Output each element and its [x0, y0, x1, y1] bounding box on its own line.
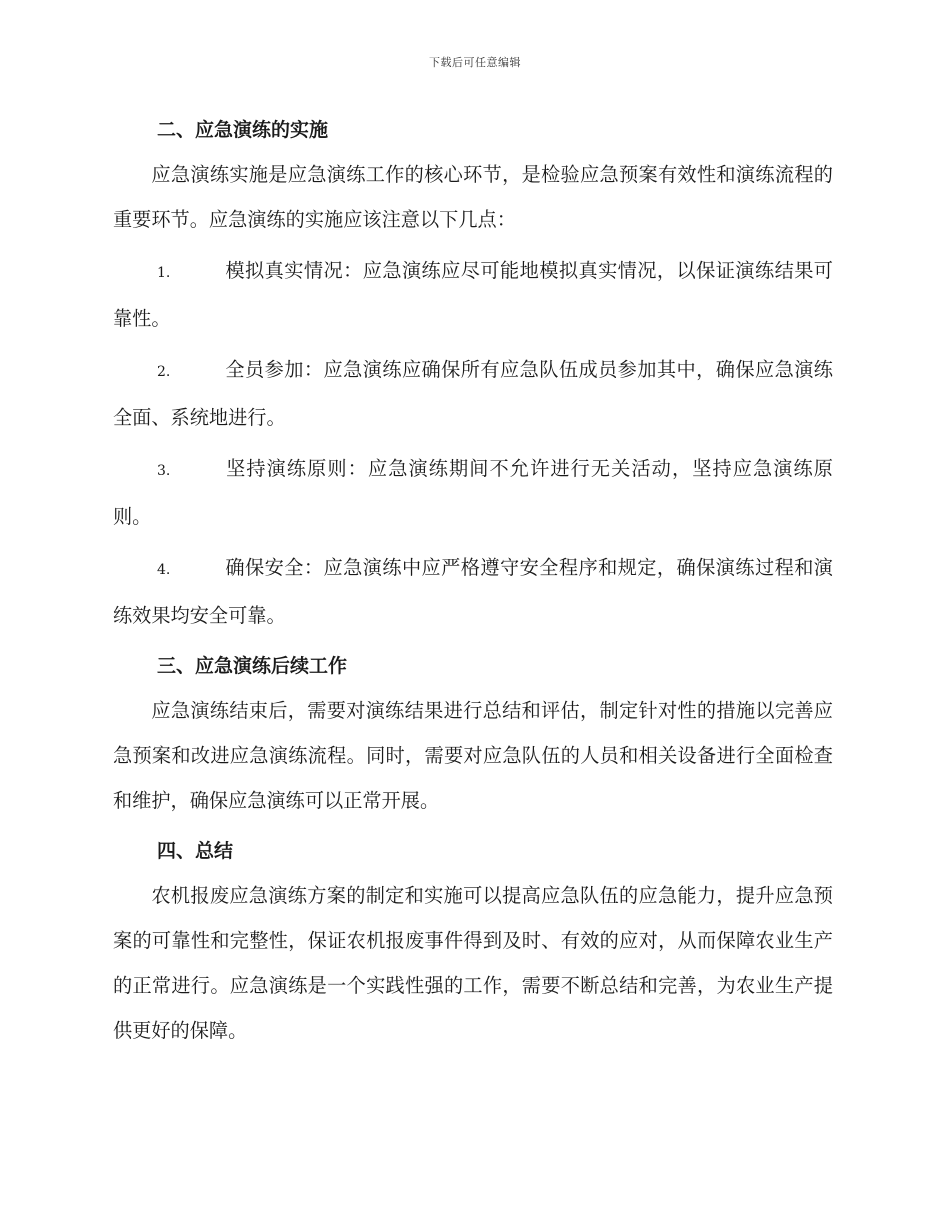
list-item-number: 4. [157, 562, 171, 578]
section-heading-implementation: 二、应急演练的实施 [157, 119, 329, 141]
summary-paragraph: 农机报废应急演练方案的制定和实施可以提高应急队伍的应急能力，提升应急预案的可靠性和完整性，保证农机报废事件得到及时、有效的应对，从而保障农业生产的正常进行。应急演练是一个实践性强的工作，需要不断总结和完善，为农业生产提供更好的保障。 [113, 884, 833, 1042]
list-item-text: 模拟真实情况：应急演练应尽可能地模拟真实情况，以保证演练结果可靠性。 [113, 259, 833, 330]
list-item-text: 全员参加：应急演练应确保所有应急队伍成员参加其中，确保应急演练全面、系统地进行。 [113, 358, 833, 429]
section-intro-paragraph: 应急演练实施是应急演练工作的核心环节，是检验应急预案有效性和演练流程的重要环节。应急演练的实施应该注意以下几点： [113, 163, 833, 231]
list-item [113, 545, 833, 638]
section-heading-followup: 三、应急演练后续工作 [157, 655, 348, 677]
page-header: 下载后可任意编辑 [429, 56, 521, 69]
list-item-text: 确保安全：应急演练中应严格遵守安全程序和规定，确保演练过程和演练效果均安全可靠。 [113, 556, 833, 627]
list-item [113, 347, 833, 440]
section-heading-summary: 四、总结 [157, 840, 234, 862]
list-item-number: 2. [157, 364, 171, 380]
list-item-number: 1. [157, 265, 171, 281]
list-item-text: 坚持演练原则：应急演练期间不允许进行无关活动，坚持应急演练原则。 [113, 457, 833, 528]
document-body [113, 108, 833, 1059]
list-item [113, 248, 833, 341]
list-item-number: 3. [157, 463, 171, 479]
followup-paragraph: 应急演练结束后，需要对演练结果进行总结和评估，制定针对性的措施以完善应急预案和改进应急演练流程。同时，需要对应急队伍的人员和相关设备进行全面检查和维护，确保应急演练可以正常开展。 [113, 699, 833, 812]
list-item [113, 446, 833, 539]
